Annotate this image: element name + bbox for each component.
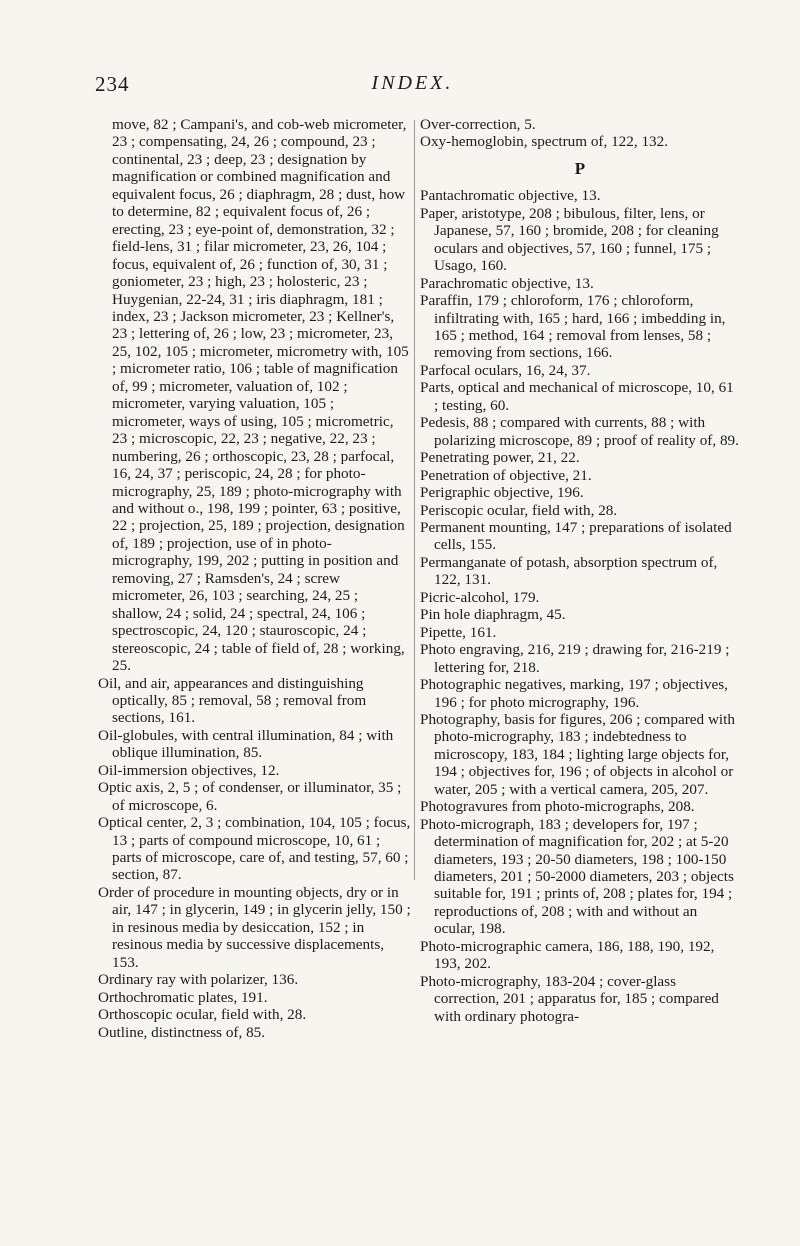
index-entry: Oil-immersion objectives, 12. xyxy=(98,761,280,779)
index-entry: Permanganate of potash, absorption spectrum of, 122, 131. xyxy=(420,553,718,589)
page-header xyxy=(95,72,730,106)
index-column-right xyxy=(420,116,740,1025)
index-entry: Parachromatic objective, 13. xyxy=(420,274,594,292)
index-entry: Pin hole diaphragm, 45. xyxy=(420,606,566,624)
index-entry: Photography, basis for figures, 206 ; compared with photo-micrography, 183 ; indebtedness to microscopy, 183, 184 ; lighting large objects for, 194 ; objectives for, 196 ; of objects in alcohol or water, 205 ; with a vertical camera, 205, 207. xyxy=(420,710,735,798)
index-entry: Oil, and air, appearances and distinguishing optically, 85 ; removal, 58 ; removal from sections, 161. xyxy=(98,674,367,727)
index-entry: Photo-micrograph, 183 ; developers for, 197 ; determination of magnification for, 202 ; at 5-20 diameters, 193 ; 20-50 diameters, 198 ; 100-150 diameters, 201 ; 50-2000 diameters, 203 ; objects suitable for, 191 ; prints of, 208 ; plates for, 194 ; reproductions of, 208 ; with and without an ocular, 198. xyxy=(420,815,734,938)
index-entry: Permanent mounting, 147 ; preparations of isolated cells, 155. xyxy=(420,518,732,554)
section-letter: P xyxy=(574,158,586,178)
index-entry: Orthoscopic ocular, field with, 28. xyxy=(98,1006,307,1024)
index-entry: Parfocal oculars, 16, 24, 37. xyxy=(420,361,591,379)
index-column-left xyxy=(98,116,411,1041)
index-entry: Order of procedure in mounting objects, dry or in air, 147 ; in glycerin, 149 ; in glycerin jelly, 150 ; in resinous media by desiccation, 152 ; in resinous media by successive displacements, 153. xyxy=(98,883,411,971)
index-entry: Picric-alcohol, 179. xyxy=(420,588,540,606)
running-title: INDEX. xyxy=(371,72,454,94)
index-entry: Pedesis, 88 ; compared with currents, 88 ; with polarizing microscope, 89 ; proof of reality of, 89. xyxy=(420,414,739,449)
index-entry: Periscopic ocular, field with, 28. xyxy=(420,501,618,519)
index-entry: Ordinary ray with polarizer, 136. xyxy=(98,971,299,989)
index-entry: Oxy-hemoglobin, spectrum of, 122, 132. xyxy=(420,133,669,151)
index-entry: Photo engraving, 216, 219 ; drawing for, 216-219 ; lettering for, 218. xyxy=(420,641,730,676)
index-entry: Orthochromatic plates, 191. xyxy=(98,988,268,1006)
index-entry-continued: move, 82 ; Campani's, and cob-web micrometer, 23 ; compensating, 24, 26 ; compound, 23 ; continental, 23 ; deep, 23 ; designation by magnification or combined magnification and equivalent focus, 26 ; diaphragm, 28 ; dust, how to determine, 82 ; equivalent focus of, 26 ; erecting, 23 ; eye-point of, demonstration, 32 ; field-lens, 31 ; filar micrometer, 23, 26, 104 ; focus, equivalent of, 26 ; function of, 30, 31 ; goniometer, 23 ; high, 23 ; holosteric, 23 ; Huygenian, 22-24, 31 ; iris diaphragm, 181 ; index, 23 ; Jackson micrometer, 23 ; Kellner's, 23 ; lettering of, 26 ; low, 23 ; micrometer, 23, 25, 102, 105 ; micrometer, micrometry with, 105 ; micrometer ratio, 106 ; table of magnification of, 99 ; micrometer, valuation of, 102 ; micrometer, varying valuation, 105 ; micrometer, ways of using, 105 ; micrometric, 23 ; microscopic, 22, 23 ; negative, 22, 23 ; numbering, 26 ; orthoscopic, 23, 28 ; parfocal, 16, 24, 37 ; periscopic, 24, 28 ; for photo-micrography, 25, 189 ; photo-micrography with and without o., 198, 199 ; pointer, 63 ; positive, 22 ; projection, 25, 189 ; projection, designation of, 189 ; projection, use of in photo-micrography, 199, 202 ; putting in position and removing, 27 ; Ramsden's, 24 ; screw micrometer, 26, 103 ; searching, 24, 25 ; shallow, 24 ; solid, 24 ; spectral, 24, 106 ; spectroscopic, 24, 120 ; stauroscopic, 24 ; stereoscopic, 24 ; table of field of, 28 ; working, 25. xyxy=(112,116,409,675)
index-entry: Optic axis, 2, 5 ; of condenser, or illuminator, 35 ; of microscope, 6. xyxy=(98,779,402,814)
index-entry: Penetrating power, 21, 22. xyxy=(420,449,580,467)
page-number: 234 xyxy=(95,72,130,96)
index-entry: Outline, distinctness of, 85. xyxy=(98,1023,266,1041)
index-entry: Photogravures from photo-micrographs, 208. xyxy=(420,798,695,816)
index-entry: Optical center, 2, 3 ; combination, 104, 105 ; focus, 13 ; parts of compound microscope, 10, 61 ; parts of microscope, care of, and testing, 57, 60 ; section, 87. xyxy=(98,814,411,884)
index-entry: Pipette, 161. xyxy=(420,623,497,641)
index-entry: Over-correction, 5. xyxy=(420,116,536,133)
index-entry: Paper, aristotype, 208 ; bibulous, filter, lens, or Japanese, 57, 160 ; bromide, 208 ; for cleaning oculars and objectives, 57, 160 ; funnel, 175 ; Usago, 160. xyxy=(420,204,719,275)
index-entry: Photo-micrography, 183-204 ; cover-glass correction, 201 ; apparatus for, 185 ; compared with ordinary photogra- xyxy=(420,972,719,1025)
index-entry: Photographic negatives, marking, 197 ; objectives, 196 ; for photo micrography, 196. xyxy=(420,676,728,711)
index-entry: Penetration of objective, 21. xyxy=(420,466,592,484)
index-entry: Parts, optical and mechanical of microscope, 10, 61 ; testing, 60. xyxy=(420,379,734,414)
index-entry: Perigraphic objective, 196. xyxy=(420,484,584,502)
index-entry: Oil-globules, with central illumination, 84 ; with oblique illumination, 85. xyxy=(98,726,394,762)
index-entry: Paraffin, 179 ; chloroform, 176 ; chloroform, infiltrating with, 165 ; hard, 166 ; imbedding in, 165 ; method, 164 ; removal from lenses, 58 ; removing from sections, 166. xyxy=(420,292,726,362)
column-divider xyxy=(414,120,415,880)
index-entry: Pantachromatic objective, 13. xyxy=(420,187,601,205)
index-entry: Photo-micrographic camera, 186, 188, 190, 192, 193, 202. xyxy=(420,937,715,973)
